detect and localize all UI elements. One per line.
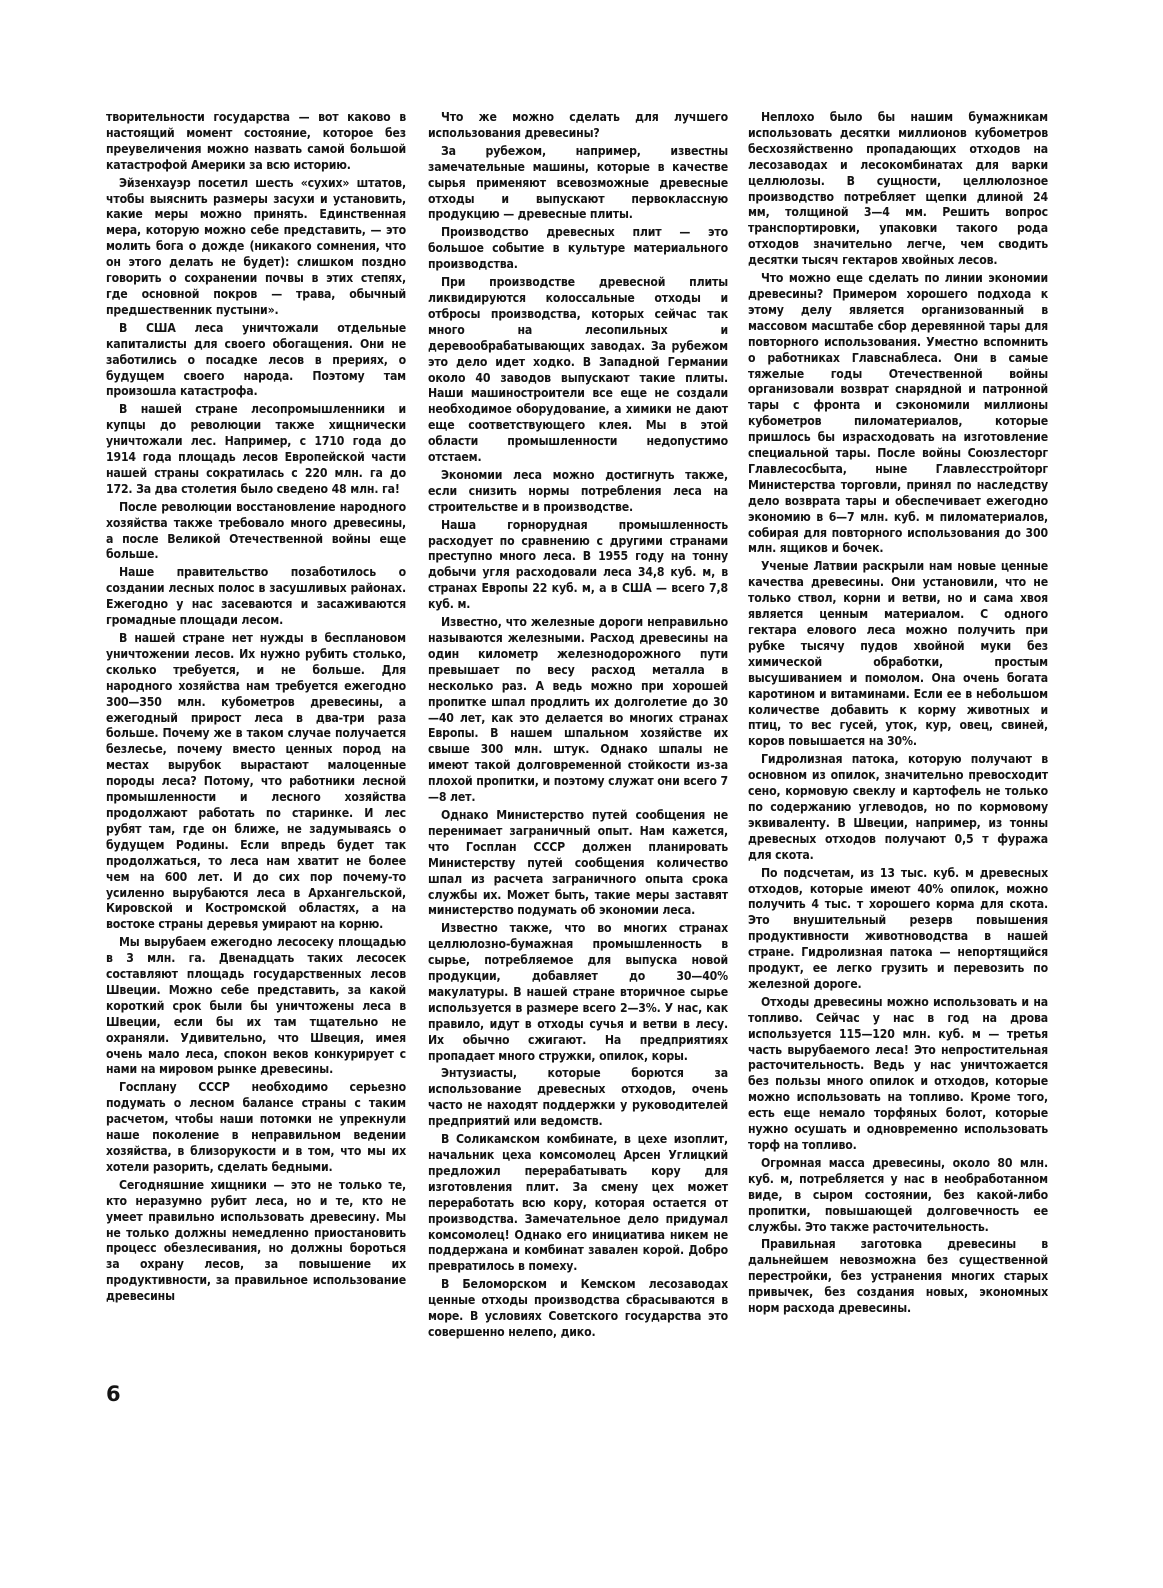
paragraph: Что можно еще сделать по линии экономии древесины? Примером хорошего подхода к этому делу является организованный в массовом масштабе сбор деревянной тары для повторного использования. Уместно вспомнить о работниках Главснаблеса. Они в самые тяжелые годы Отечественной войны организовали возврат снарядной и патронной тары с фронта и сэкономили миллионы кубометров пиломатериалов, которые пришлось бы израсходовать на изготовление специальной тары. После войны Союзлесторг Главлесосбыта, ныне Главлесстройторг Министерства торговли, принял по наследству дело возврата тары и обеспечивает ежегодно экономию в 6—7 млн. куб. м пиломатериалов, собирая для повторного использования до 300 млн. ящиков и бочек. [748, 271, 1048, 556]
paragraph: Известно, что железные дороги неправильно называются железными. Расход древесины на один километр железнодорожного пути превышает по весу расход металла в несколько раз. А ведь можно при хорошей пропитке шпал продлить их долголетие до 30—40 лет, как это делается во многих странах Европы. В нашем шпальном хозяйстве их свыше 300 млн. штук. Однако шпалы не имеют такой долговременной стойкости из-за плохой пропитки, и поэтому служат они всего 7—8 лет. [428, 615, 728, 805]
paragraph: Гидролизная патока, которую получают в основном из опилок, значительно превосходит сено, кормовую свеклу и картофель не только по содержанию углеводов, но по кормовому эквиваленту. В Швеции, например, из тонны древесных отходов получают 0,5 т фуража для скота. [748, 752, 1048, 862]
paragraph: Отходы древесины можно использовать и на топливо. Сейчас у нас в год на дрова используется 115—120 млн. куб. м — третья часть вырубаемого леса! Это непростительная расточительность. Ведь у нас уничтожается без пользы много опилок и отходов, которые можно использовать на топливо. Кроме того, есть еще немало торфяных болот, которые нужно осушать и одновременно использовать торф на топливо. [748, 994, 1048, 1152]
paragraph: Правильная заготовка древесины в дальнейшем невозможна без существенной перестройки, без устранения многих старых привычек, без создания новых, экономных норм расхода древесины. [748, 1237, 1048, 1316]
paragraph: Сегодняшние хищники — это не только те, кто неразумно рубит леса, но и те, кто не умеет правильно использовать древесину. Мы не только должны немедленно приостановить процесс обезлесивания, но должны бороться за охрану лесов, за повышение их продуктивности, за правильное использование древесины [106, 1177, 406, 1304]
paragraph: По подсчетам, из 13 тыс. куб. м древесных отходов, которые имеют 40% опилок, можно получить 4 тыс. т хорошего корма для скота. Это внушительный резерв повышения продуктивности животноводства в нашей стране. Гидролизная патока — непортящийся продукт, ее легко грузить и перевозить по железной дороге. [748, 865, 1048, 991]
text-column-3 [748, 110, 1048, 1319]
paragraph: Производство древесных плит — это большое событие в культуре материального производства. [428, 225, 728, 272]
paragraph: творительности государства — вот каково в настоящий момент состояние, которое без преувеличения можно назвать самой большой катастрофой Америки за всю историю. [106, 110, 406, 172]
paragraph: За рубежом, например, известны замечательные машины, которые в качестве сырья применяют всевозможные древесные отходы и выпускают первоклассную продукцию — древесные плиты. [428, 143, 728, 222]
text-column-2 [428, 110, 728, 1343]
paragraph: В Беломорском и Кемском лесозаводах ценные отходы производства сбрасываются в море. В условиях Советского государства это совершенно нелепо, дико. [428, 1277, 728, 1339]
paragraph: В США леса уничтожали отдельные капиталисты для своего обогащения. Они не заботились о посадке лесов в прериях, о будущем своего народа. Поэтому там произошла катастрофа. [106, 320, 406, 399]
paragraph: В Соликамском комбинате, в цехе изоплит, начальник цеха комсомолец Арсен Углицкий предложил перерабатывать кору для изготовления плит. За смену цех может переработать всю кору, которая остается от производства. Замечательное дело придумал комсомолец! Однако его инициатива никем не поддержана и комбинат завален корой. Добро превратилось в помеху. [428, 1132, 728, 1274]
paragraph: Известно также, что во многих странах целлюлозно-бумажная промышленность в сырье, потребляемое для выпуска новой продукции, добавляет до 30—40% макулатуры. В нашей стране вторичное сырье используется в размере всего 2—3%. У нас, как правило, идут в отходы сучья и ветви в лесу. Их обычно сжигают. На предприятиях пропадает много стружки, опилок, коры. [428, 921, 728, 1063]
paragraph: Наша горнорудная промышленность расходует по сравнению с другими странами преступно много леса. В 1955 году на тонну добычи угля расходовали леса 34,8 куб. м, в странах Европы 22 куб. м, а в США — всего 7,8 куб. м. [428, 517, 728, 612]
paragraph: Мы вырубаем ежегодно лесосеку площадью в 3 млн. га. Двенадцать таких лесосек составляют площадь государственных лесов Швеции. Можно себе представить, за какой короткий срок были бы уничтожены леса в Швеции, если бы их там тщательно не охраняли. Удивительно, что Швеция, имея очень мало леса, спокон веков конкурирует с нами на мировом рынке древесины. [106, 935, 406, 1077]
paragraph: Энтузиасты, которые борются за использование древесных отходов, очень часто не находят поддержки у руководителей предприятий или ведомств. [428, 1066, 728, 1129]
paragraph: Однако Министерство путей сообщения не перенимает заграничный опыт. Нам кажется, что Госплан СССР должен планировать Министерству путей сообщения количество шпал из расчета заграничного опыта срока службы их. Может быть, такие меры заставят министерство подумать об экономии леса. [428, 807, 728, 918]
paragraph: При производстве древесной плиты ликвидируются колоссальные отходы и отбросы производства, которых сейчас так много на лесопильных и деревообрабатывающих заводах. За рубежом это дело идет ходко. В Западной Германии около 40 заводов выпускают такие плиты. Наши машиностроители все еще не создали необходимое оборудование, а химики не дают еще соответствующего клея. Мы в этой области промышленности недопустимо отстаем. [428, 275, 728, 465]
page-number: 6 [106, 1382, 121, 1406]
paragraph: Госплану СССР необходимо серьезно подумать о лесном балансе страны с таким расчетом, чтобы наши потомки не упрекнули наше поколение в неправильном ведении хозяйства, в близорукости и в том, что мы их хотели разорить, сделать бедными. [106, 1080, 406, 1174]
paragraph: Что же можно сделать для лучшего использования древесины? [428, 110, 728, 140]
paragraph: Огромная масса древесины, около 80 млн. куб. м, потребляется у нас в необработанном виде, в сыром состоянии, без какой-либо пропитки, повышающей долговечность ее службы. Это также расточительность. [748, 1155, 1048, 1234]
paragraph: Экономии леса можно достигнуть также, если снизить нормы потребления леса на строительстве и в производстве. [428, 467, 728, 514]
paragraph: В нашей стране нет нужды в бесплановом уничтожении лесов. Их нужно рубить столько, сколько требуется, и не больше. Для народного хозяйства нам требуется ежегодно 300—350 млн. кубометров древесины, а ежегодный прирост леса в два-три раза больше. Почему же в таком случае получается безлесье, почему вместо ценных пород на местах вырубок вырастают малоценные породы леса? Потому, что работники лесной промышленности и лесного хозяйства продолжают работать по старинке. И лес рубят там, где он ближе, не задумываясь о будущем Родины. Если впредь будет так продолжаться, то леса нам хватит не более чем на 600 лет. И до сих пор почему-то усиленно вырубаются леса в Архангельской, Кировской и Костромской областях, а на востоке страны деревья умирают на корню. [106, 631, 406, 932]
paragraph: После революции восстановление народного хозяйства также требовало много древесины, а после Великой Отечественной войны еще больше. [106, 499, 406, 562]
paragraph: В нашей стране лесопромышленники и купцы до революции также хищнически уничтожали лес. Например, с 1710 года до 1914 года площадь лесов Европейской части нашей страны сократилась с 220 млн. га до 172. За два столетия было сведено 48 млн. га! [106, 402, 406, 496]
paragraph: Неплохо было бы нашим бумажникам использовать десятки миллионов кубометров бесхозяйственно пропадающих отходов на лесозаводах и лесокомбинатах для варки целлюлозы. В сущности, целлюлозное производство потребляет щепки длиной 24 мм, толщиной 3—4 мм. Решить вопрос транспортировки, упаковки такого рода отходов значительно легче, чем сводить десятки тысяч гектаров хвойных лесов. [748, 110, 1048, 268]
text-column-1 [106, 110, 406, 1307]
paragraph: Ученые Латвии раскрыли нам новые ценные качества древесины. Они установили, что не только ствол, корни и ветви, но и сама хвоя является ценным материалом. С одного гектара елового леса можно получить при рубке тысячу пудов хвойной муки без химической обработки, простым высушиванием и помолом. Она очень богата каротином и витаминами. Если ее в небольшом количестве добавить к корму животных и птиц, то вес гусей, уток, кур, овец, свиней, коров повышается на 30%. [748, 559, 1048, 749]
paragraph: Наше правительство позаботилось о создании лесных полос в засушливых районах. Ежегодно у нас засеваются и засаживаются громадные площади лесом. [106, 565, 406, 628]
paragraph: Эйзенхауэр посетил шесть «сухих» штатов, чтобы выяснить размеры засухи и установить, какие меры можно принять. Единственная мера, которую можно себе представить, — это молить бога о дожде (никакого сомнения, что он этого делать не будет): слишком поздно говорить о сохранении почвы в этих степях, где основной покров — трава, обычный предшественник пустыни». [106, 175, 406, 317]
